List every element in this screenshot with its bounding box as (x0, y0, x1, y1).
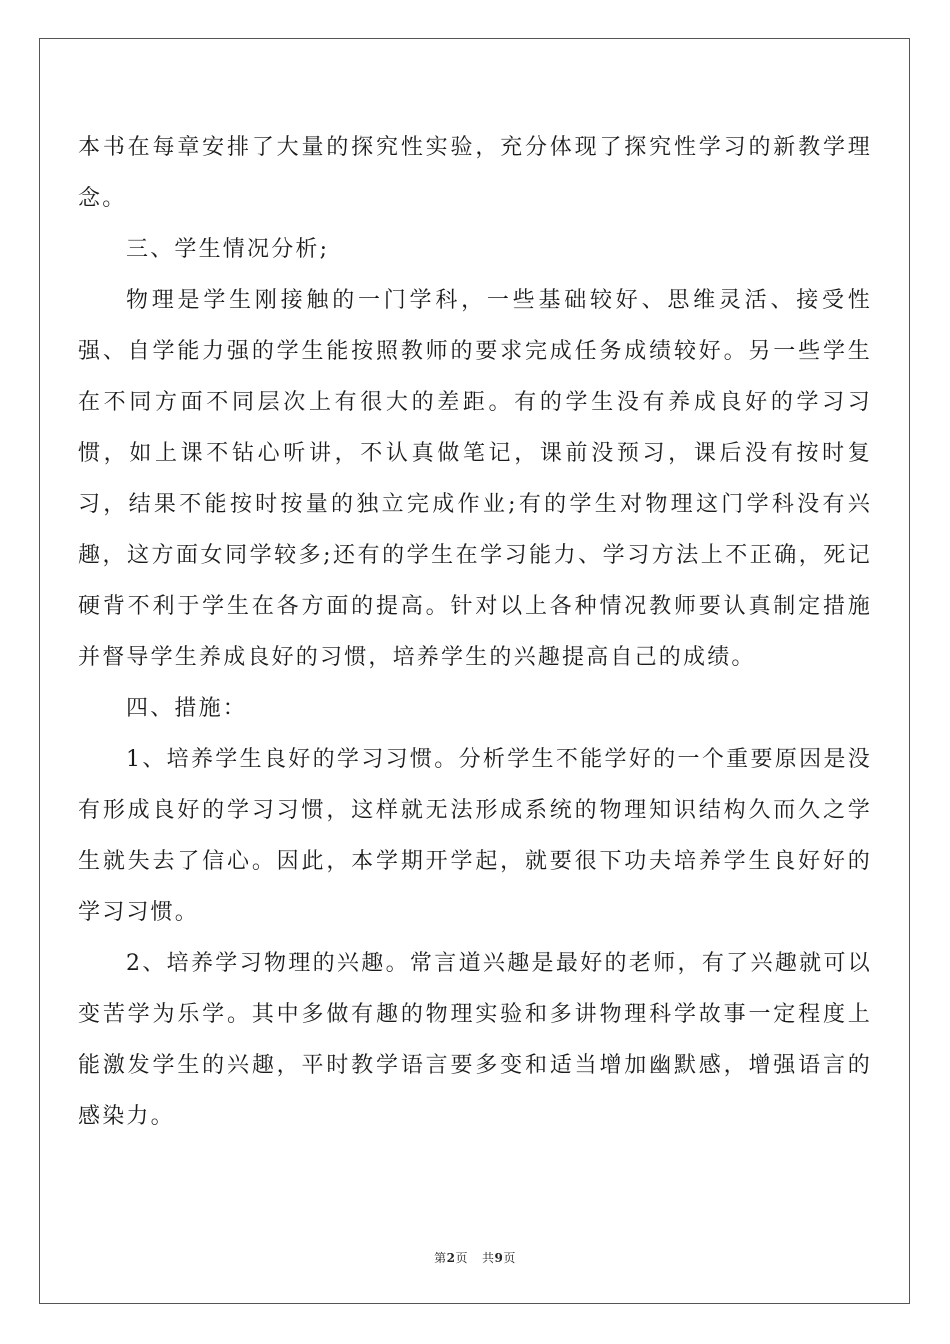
paragraph-student-analysis: 物理是学生刚接触的一门学科，一些基础较好、思维灵活、接受性强、自学能力强的学生能按照教师的要求完成任务成绩较好。另一些学生在不同方面不同层次上有很大的差距。有的学生没有养成良好的学习习惯，如上课不钻心听讲，不认真做笔记，课前没预习，课后没有按时复习，结果不能按时按量的独立完成作业;有的学生对物理这门学科没有兴趣，这方面女同学较多;还有的学生在学习能力、学习方法上不正确，死记硬背不利于学生在各方面的提高。针对以上各种情况教师要认真制定措施并督导学生养成良好的习惯，培养学生的兴趣提高自己的成绩。 (78, 288, 872, 670)
total-pages-prefix: 共 (482, 1251, 495, 1265)
paragraph-1: 本书在每章安排了大量的探究性实验，充分体现了探究性学习的新教学理念。 (78, 135, 872, 211)
page-footer (0, 1249, 950, 1266)
paragraph-measure-1: 1、培养学生良好的学习习惯。分析学生不能学好的一个重要原因是没有形成良好的学习习惯，这样就无法形成系统的物理知识结构久而久之学生就失去了信心。因此，本学期开学起，就要很下功夫培养学生良好好的学习习惯。 (78, 747, 872, 925)
page-label-prefix: 第 (434, 1251, 447, 1265)
total-pages-number: 9 (494, 1251, 504, 1265)
paragraph-measure-2: 2、培养学习物理的兴趣。常言道兴趣是最好的老师，有了兴趣就可以变苦学为乐学。其中多做有趣的物理实验和多讲物理科学故事一定程度上能激发学生的兴趣，平时教学语言要多变和适当增加幽默感，增强语言的感染力。 (78, 951, 872, 1129)
section-heading-student-analysis: 三、学生情况分析; (126, 237, 330, 262)
section-heading-measures: 四、措施： (126, 696, 248, 721)
total-pages-unit: 页 (503, 1251, 516, 1265)
page-label-unit: 页 (455, 1251, 468, 1265)
document-body (78, 122, 872, 1142)
current-page-number: 2 (446, 1251, 456, 1265)
